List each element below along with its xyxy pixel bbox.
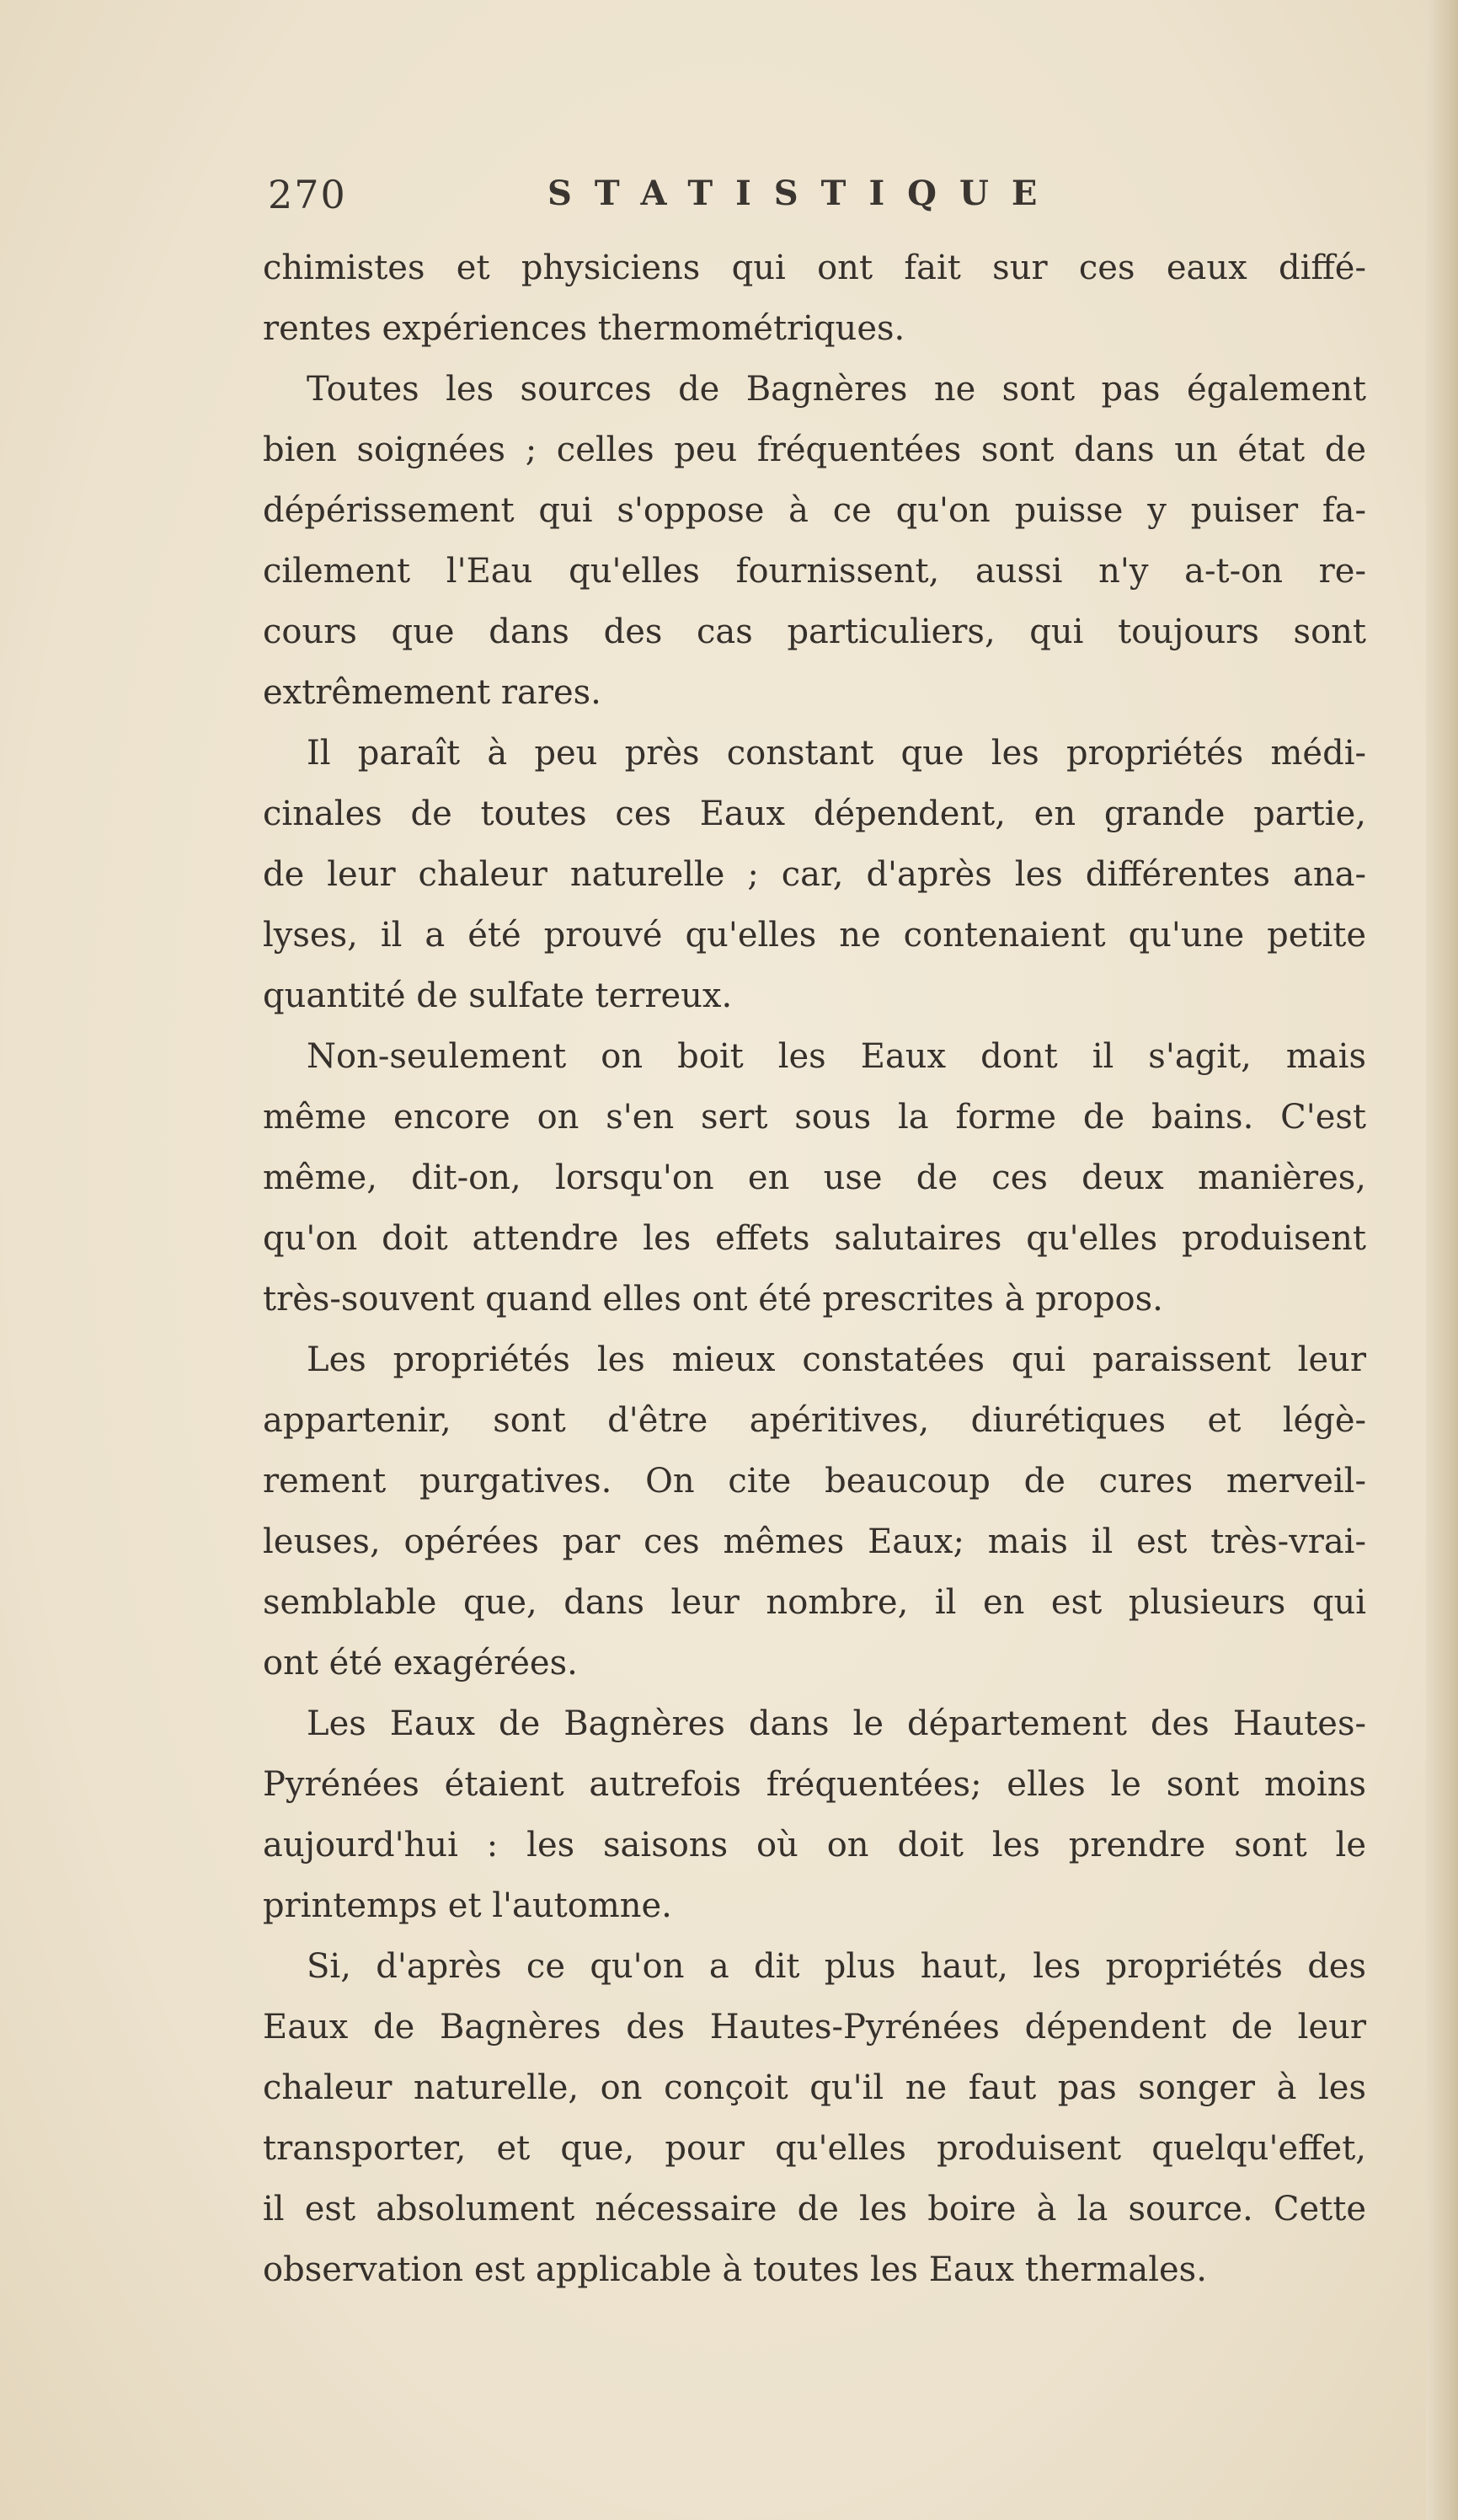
text-line: appartenir, sont d'être apéritives, diurétiques et légè-: [263, 1401, 1366, 1440]
text-line: Il paraît à peu près constant que les propriétés médi-: [307, 734, 1366, 773]
text-line: cinales de toutes ces Eaux dépendent, en grande partie,: [263, 795, 1366, 833]
text-line: quantité de sulfate terreux.: [263, 976, 733, 1015]
text-line: leuses, opérées par ces mêmes Eaux; mais il est très-vrai-: [263, 1522, 1366, 1561]
page-edge: [1426, 0, 1458, 2520]
paragraph: [263, 1330, 1366, 1693]
text-line: rement purgatives. On cite beaucoup de cures merveil-: [263, 1462, 1366, 1501]
text-line: même encore on s'en sert sous la forme de bains. C'est: [263, 1098, 1366, 1137]
page-number: 270: [268, 172, 347, 217]
paragraph: [263, 1936, 1366, 2300]
text-line: Toutes les sources de Bagnères ne sont pas également: [307, 370, 1366, 409]
text-line: lyses, il a été prouvé qu'elles ne contenaient qu'une petite: [263, 916, 1366, 955]
text-line: bien soignées ; celles peu fréquentées sont dans un état de: [263, 431, 1366, 469]
text-line: Eaux de Bagnères des Hautes-Pyrénées dépendent de leur: [263, 2008, 1366, 2046]
text-line: il est absolument nécessaire de les boire à la source. Cette: [263, 2190, 1366, 2228]
text-line: Si, d'après ce qu'on a dit plus haut, les propriétés des: [307, 1947, 1366, 1986]
text-line: dépérissement qui s'oppose à ce qu'on puisse y puiser fa-: [263, 491, 1366, 530]
running-title: STATISTIQUE: [547, 174, 1060, 213]
text-line: ont été exagérées.: [263, 1644, 578, 1683]
paragraph: [263, 238, 1366, 359]
paragraph: [263, 1693, 1366, 1936]
text-line: aujourd'hui : les saisons où on doit les prendre sont le: [263, 1826, 1366, 1865]
text-line: Les propriétés les mieux constatées qui paraissent leur: [307, 1340, 1366, 1379]
text-line: Les Eaux de Bagnères dans le département des Hautes-: [307, 1704, 1366, 1743]
text-line: très-souvent quand elles ont été prescrites à propos.: [263, 1280, 1163, 1319]
text-line: même, dit-on, lorsqu'on en use de ces deux manières,: [263, 1158, 1366, 1197]
text-line: de leur chaleur naturelle ; car, d'après les différentes ana-: [263, 855, 1366, 894]
text-line: qu'on doit attendre les effets salutaires qu'elles produisent: [263, 1219, 1366, 1258]
paragraph: [263, 359, 1366, 723]
text-line: Non-seulement on boit les Eaux dont il s'agit, mais: [307, 1037, 1366, 1076]
text-line: transporter, et que, pour qu'elles produisent quelqu'effet,: [263, 2129, 1366, 2168]
text-line: extrêmement rares.: [263, 673, 601, 712]
text-line: chimistes et physiciens qui ont fait sur ces eaux diffé-: [263, 249, 1366, 287]
text-line: semblable que, dans leur nombre, il en est plusieurs qui: [263, 1583, 1366, 1622]
body-text: [263, 238, 1366, 2300]
text-line: printemps et l'automne.: [263, 1886, 672, 1925]
text-line: observation est applicable à toutes les Eaux thermales.: [263, 2250, 1207, 2289]
text-line: cilement l'Eau qu'elles fournissent, aussi n'y a-t-on re-: [263, 552, 1366, 591]
text-line: chaleur naturelle, on conçoit qu'il ne faut pas songer à les: [263, 2068, 1366, 2107]
paragraph: [263, 1026, 1366, 1330]
page-header: [268, 158, 1110, 226]
text-line: rentes expériences thermométriques.: [263, 309, 905, 348]
text-line: Pyrénées étaient autrefois fréquentées; elles le sont moins: [263, 1765, 1366, 1804]
text-line: cours que dans des cas particuliers, qui toujours sont: [263, 613, 1366, 651]
paragraph: [263, 723, 1366, 1026]
